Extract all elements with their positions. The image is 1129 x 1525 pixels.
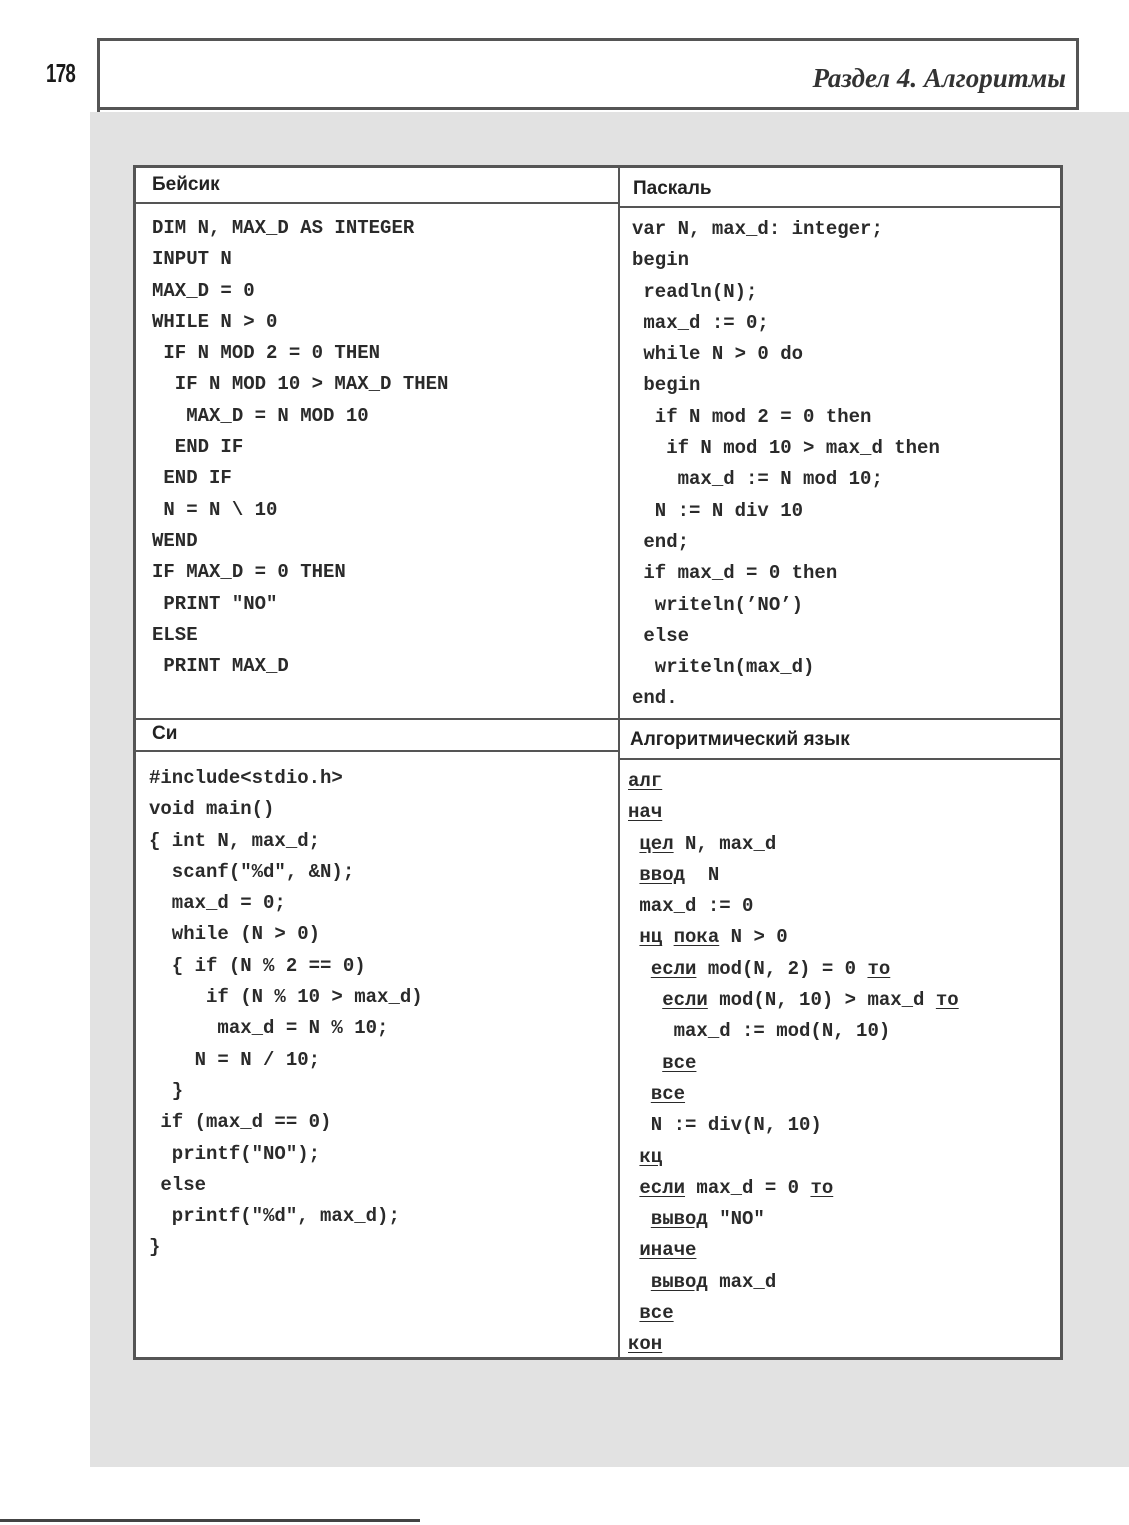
c-code-line: #include<stdio.h> — [149, 767, 343, 789]
basic-code-line: N = N \ 10 — [152, 498, 278, 521]
pascal-title: Паскаль — [633, 178, 712, 199]
basic-code-line: WEND — [152, 529, 198, 552]
algo-keyword: то — [867, 957, 891, 980]
algo-code-text — [628, 833, 639, 855]
basic-title: Бейсик — [152, 174, 220, 195]
algo-keyword: то — [810, 1176, 834, 1199]
pascal-code-line: while N > 0 do — [632, 343, 804, 366]
algo-code-line — [628, 1016, 959, 1047]
basic-code-line: END IF — [152, 436, 244, 459]
algo-code-text — [628, 1208, 651, 1230]
algo-keyword: вывод — [650, 1208, 708, 1231]
algo-keyword: алг — [628, 770, 663, 792]
algo-title: Алгоритмический язык — [630, 729, 850, 750]
algo-code-text — [628, 1239, 639, 1261]
algo-keyword: все — [662, 1051, 697, 1074]
pascal-code-line: if N mod 2 = 0 then — [632, 405, 872, 428]
algo-code-line — [628, 1110, 959, 1141]
c-code-line: void main() — [149, 798, 275, 821]
algo-code-text — [628, 926, 639, 948]
page-number: 178 — [46, 58, 76, 88]
c-code-line: while (N > 0) — [149, 923, 321, 946]
algo-code-text — [628, 1052, 662, 1074]
code-comparison-table — [133, 165, 1063, 1360]
algo-keyword: кон — [628, 1333, 663, 1356]
algo-code-text — [628, 1271, 651, 1293]
basic-code-line: INPUT N — [152, 248, 232, 271]
pascal-code-line: if max_d = 0 then — [632, 562, 838, 585]
basic-code-line: PRINT MAX_D — [152, 655, 289, 678]
algo-code-text: mod(N, 10) > max_d — [707, 989, 936, 1012]
algo-code-line — [628, 797, 959, 828]
algo-code-line — [628, 829, 959, 860]
c-code — [149, 763, 423, 1264]
pascal-code-line: writeln(max_d) — [632, 656, 815, 679]
algo-code-line — [628, 1204, 959, 1235]
pascal-code-line: if N mod 10 > max_d then — [632, 437, 940, 460]
pascal-code — [632, 214, 940, 715]
algo-title-divider — [620, 758, 1060, 760]
algo-keyword: все — [650, 1082, 686, 1105]
algo-code-text: mod(N, 2) = 0 — [696, 957, 868, 980]
algo-code-line — [628, 766, 959, 797]
pascal-code-line: max_d := 0; — [632, 311, 769, 334]
basic-code-line: MAX_D = N MOD 10 — [152, 404, 369, 427]
pascal-code-line: begin — [632, 249, 690, 272]
algo-code-text: N — [685, 863, 720, 886]
algo-code-text — [628, 958, 651, 980]
basic-code-line: IF N MOD 2 = 0 THEN — [152, 342, 381, 365]
algo-code-text: max_d := 0 — [628, 895, 754, 918]
algo-keyword: пока — [673, 926, 720, 949]
c-code-line: if (N % 10 > max_d) — [149, 986, 423, 1009]
c-code-line: } — [149, 1236, 161, 1259]
c-title: Си — [152, 723, 178, 744]
pascal-code-line: N := N div 10 — [632, 499, 804, 522]
c-code-line: max_d = 0; — [149, 892, 286, 915]
c-code-line: printf("NO"); — [149, 1142, 321, 1165]
basic-code-line: IF MAX_D = 0 THEN — [152, 561, 346, 584]
basic-code-line: PRINT "NO" — [152, 592, 278, 615]
algo-code-line — [628, 1267, 959, 1298]
algo-code-text: "NO" — [707, 1208, 765, 1231]
algo-code — [628, 766, 959, 1361]
pascal-code-line: readln(N); — [632, 280, 758, 303]
algo-code-line — [628, 1298, 959, 1329]
basic-code-line: WHILE N > 0 — [152, 310, 278, 333]
algo-code-line — [628, 1079, 959, 1110]
section-header — [97, 38, 1079, 110]
algo-code-text — [628, 989, 662, 1011]
algo-keyword: цел — [639, 832, 674, 855]
c-code-line: else — [149, 1173, 207, 1196]
algo-keyword: то — [935, 989, 959, 1012]
algo-code-line — [628, 1048, 959, 1079]
algo-code-text: max_d — [707, 1270, 777, 1293]
algo-keyword: если — [650, 957, 697, 980]
pascal-code-line: max_d := N mod 10; — [632, 468, 883, 491]
c-code-line: max_d = N % 10; — [149, 1017, 389, 1040]
c-code-line: { int N, max_d; — [149, 829, 321, 852]
algo-code-line — [628, 954, 959, 985]
algo-code-text: max_d = 0 — [685, 1176, 811, 1199]
algo-keyword: все — [639, 1302, 674, 1325]
section-title: Раздел 4. Алгоритмы — [812, 63, 1066, 93]
pascal-title-divider — [620, 206, 1060, 208]
algo-code-line — [628, 1142, 959, 1173]
algo-code-text — [628, 1083, 651, 1105]
algo-keyword: иначе — [639, 1239, 697, 1262]
c-code-line: printf("%d", max_d); — [149, 1205, 400, 1228]
algo-code-text — [628, 1146, 639, 1168]
algo-code-text — [628, 1177, 639, 1199]
algo-code-line — [628, 891, 959, 922]
algo-code-text — [628, 864, 639, 886]
algo-keyword: кц — [639, 1145, 663, 1168]
algo-code-text: N, max_d — [673, 832, 777, 855]
algo-keyword: если — [639, 1176, 686, 1199]
column-divider — [618, 168, 620, 1357]
pascal-code-line: writeln(’NO’) — [632, 593, 804, 616]
pascal-code-line: else — [632, 624, 690, 647]
algo-keyword: если — [662, 989, 708, 1012]
basic-code-line: DIM N, MAX_D AS INTEGER — [152, 217, 415, 239]
algo-code-text — [662, 926, 673, 948]
algo-code-line — [628, 922, 959, 953]
algo-code-line — [628, 1173, 959, 1204]
c-code-line: } — [149, 1079, 184, 1102]
algo-code-text: max_d := mod(N, 10) — [628, 1020, 891, 1043]
basic-code-line: MAX_D = 0 — [152, 279, 255, 302]
c-code-line: { if (N % 2 == 0) — [149, 954, 366, 977]
pascal-code-line: end. — [632, 687, 678, 710]
algo-code-line — [628, 860, 959, 891]
page-bottom-rule — [0, 1519, 420, 1522]
algo-code-text — [628, 1302, 639, 1324]
pascal-code-line: end; — [632, 530, 690, 553]
c-code-line: scanf("%d", &N); — [149, 860, 355, 883]
pascal-code-line: begin — [632, 374, 701, 397]
basic-code — [152, 213, 448, 682]
row-divider — [136, 718, 1060, 720]
basic-code-line: IF N MOD 10 > MAX_D THEN — [152, 373, 449, 396]
algo-keyword: вывод — [650, 1270, 708, 1293]
algo-keyword: нц — [639, 926, 663, 949]
c-title-divider — [136, 750, 618, 752]
c-code-line: if (max_d == 0) — [149, 1111, 332, 1134]
c-code-line: N = N / 10; — [149, 1048, 321, 1071]
algo-keyword: нач — [628, 801, 663, 824]
algo-code-text: N := div(N, 10) — [628, 1114, 822, 1137]
basic-code-line: END IF — [152, 467, 232, 490]
algo-code-line — [628, 985, 959, 1016]
algo-keyword: ввод — [639, 863, 686, 886]
basic-title-divider — [136, 202, 618, 204]
basic-code-line: ELSE — [152, 623, 198, 646]
algo-code-line — [628, 1329, 959, 1360]
algo-code-line — [628, 1235, 959, 1266]
algo-code-text: N > 0 — [719, 926, 788, 949]
pascal-code-line: var N, max_d: integer; — [632, 218, 883, 240]
